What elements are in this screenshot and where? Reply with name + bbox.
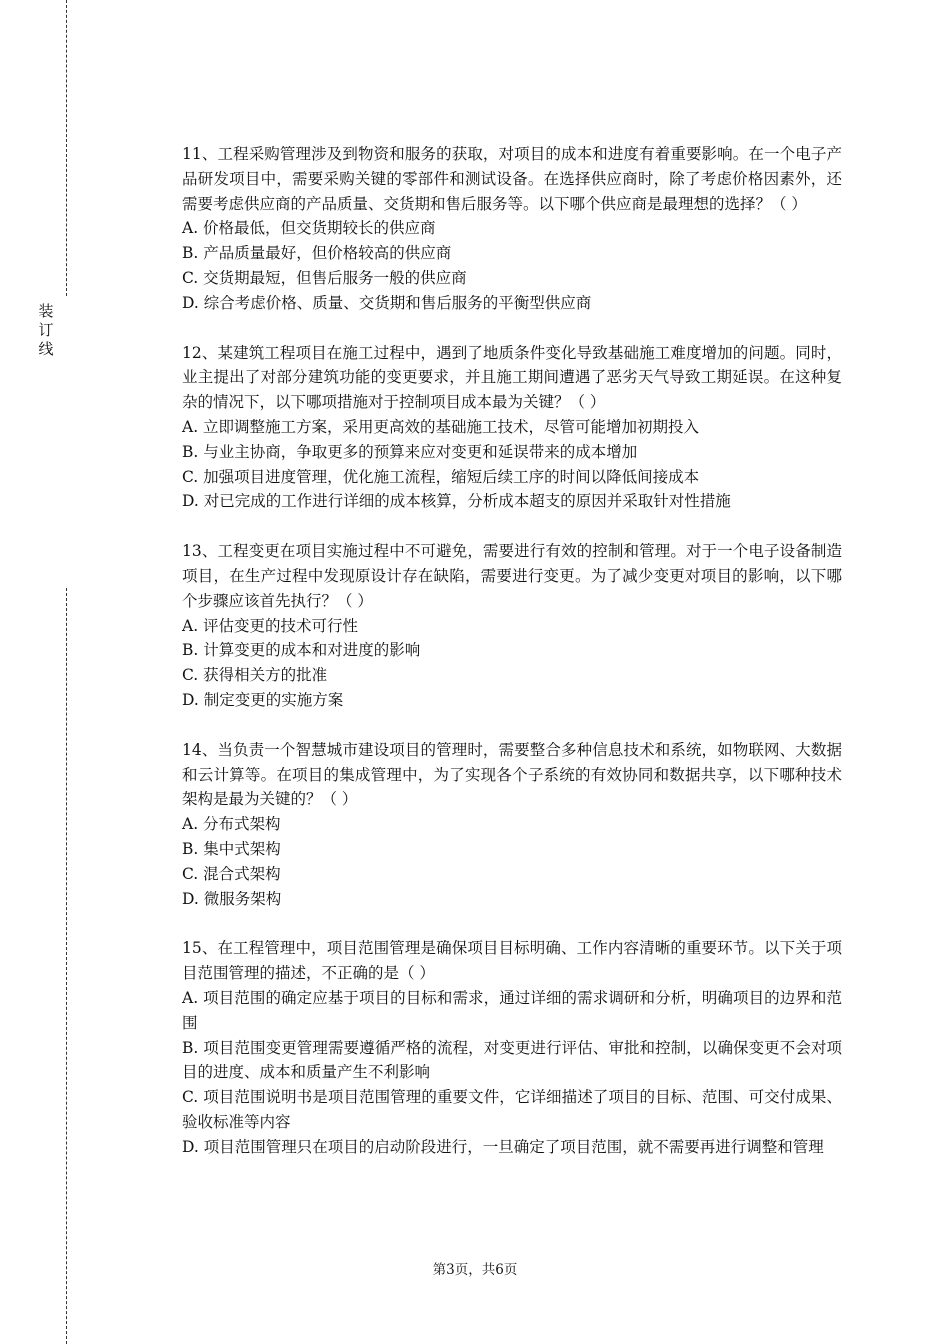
option-c: C. 获得相关方的批准 (182, 666, 328, 685)
option-a: A. 价格最低，但交货期较长的供应商 (182, 219, 436, 238)
option-d: D. 综合考虑价格、质量、交货期和售后服务的平衡型供应商 (182, 293, 592, 312)
option-a: A. 评估变更的技术可行性 (182, 616, 359, 635)
binding-dashed-line-top (66, 0, 67, 296)
option-c: C. 交货期最短，但售后服务一般的供应商 (182, 268, 467, 287)
option-d: D. 制定变更的实施方案 (182, 690, 344, 709)
option-d: D. 微服务架构 (182, 889, 282, 908)
binding-label-char: 装 (38, 302, 54, 320)
option-d: D. 项目范围管理只在项目的启动阶段进行，一旦确定了项目范围，就不需要再进行调整和管理 (182, 1137, 824, 1156)
option-a: A. 分布式架构 (182, 815, 281, 834)
option-a: A. 项目范围的确定应基于项目的目标和需求，通过详细的需求调研和分析，明确项目的边界和范围 (182, 988, 842, 1032)
question-list (182, 142, 842, 1184)
binding-dashed-line-bottom (66, 588, 67, 1344)
question-stem: 11、工程采购管理涉及到物资和服务的获取，对项目的成本和进度有着重要影响。在一个电子产品研发项目中，需要采购关键的零部件和测试设备。在选择供应商时，除了考虑价格因素外，还需要考虑供应商的产品质量、交货期和售后服务等。以下哪个供应商是最理想的选择？（ ） (182, 145, 842, 213)
option-d: D. 对已完成的工作进行详细的成本核算，分析成本超支的原因并采取针对性措施 (182, 492, 731, 511)
question-stem: 12、某建筑工程项目在施工过程中，遇到了地质条件变化导致基础施工难度增加的问题。同时，业主提出了对部分建筑功能的变更要求，并且施工期间遭遇了恶劣天气导致工期延误。在这种复杂的情况下，以下哪项措施对于控制项目成本最为关键？（ ） (182, 343, 842, 412)
question-15 (182, 936, 842, 1159)
binding-label-char: 线 (38, 340, 54, 358)
option-c: C. 混合式架构 (182, 864, 281, 883)
binding-label-char: 订 (38, 321, 54, 339)
option-b: B. 产品质量最好，但价格较高的供应商 (182, 244, 452, 263)
option-a: A. 立即调整施工方案，采用更高效的基础施工技术，尽管可能增加初期投入 (182, 417, 700, 436)
question-stem: 15、在工程管理中，项目范围管理是确保项目目标明确、工作内容清晰的重要环节。以下关于项目范围管理的描述，不正确的是（ ） (182, 939, 842, 983)
binding-line-label (36, 302, 56, 359)
question-11 (182, 142, 842, 316)
option-b: B. 集中式架构 (182, 839, 281, 858)
option-b: B. 项目范围变更管理需要遵循严格的流程，对变更进行评估、审批和控制，以确保变更不会对项目的进度、成本和质量产生不利影响 (182, 1038, 842, 1082)
option-c: C. 项目范围说明书是项目范围管理的重要文件，它详细描述了项目的目标、范围、可交付成果、验收标准等内容 (182, 1088, 842, 1131)
option-b: B. 与业主协商，争取更多的预算来应对变更和延误带来的成本增加 (182, 442, 638, 461)
page-number: 第3页，共6页 (432, 1262, 518, 1278)
question-12 (182, 341, 842, 515)
option-c: C. 加强项目进度管理，优化施工流程，缩短后续工序的时间以降低间接成本 (182, 467, 700, 486)
question-14 (182, 738, 842, 912)
question-13 (182, 539, 842, 713)
option-b: B. 计算变更的成本和对进度的影响 (182, 641, 421, 660)
question-stem: 14、当负责一个智慧城市建设项目的管理时，需要整合多种信息技术和系统，如物联网、大数据和云计算等。在项目的集成管理中，为了实现各个子系统的有效协同和数据共享，以下哪种技术架构是最为关键的？（ ） (182, 740, 842, 809)
question-stem: 13、工程变更在项目实施过程中不可避免，需要进行有效的控制和管理。对于一个电子设备制造项目，在生产过程中发现原设计存在缺陷，需要进行变更。为了减少变更对项目的影响，以下哪个步骤应该首先执行？（ ） (182, 542, 842, 610)
